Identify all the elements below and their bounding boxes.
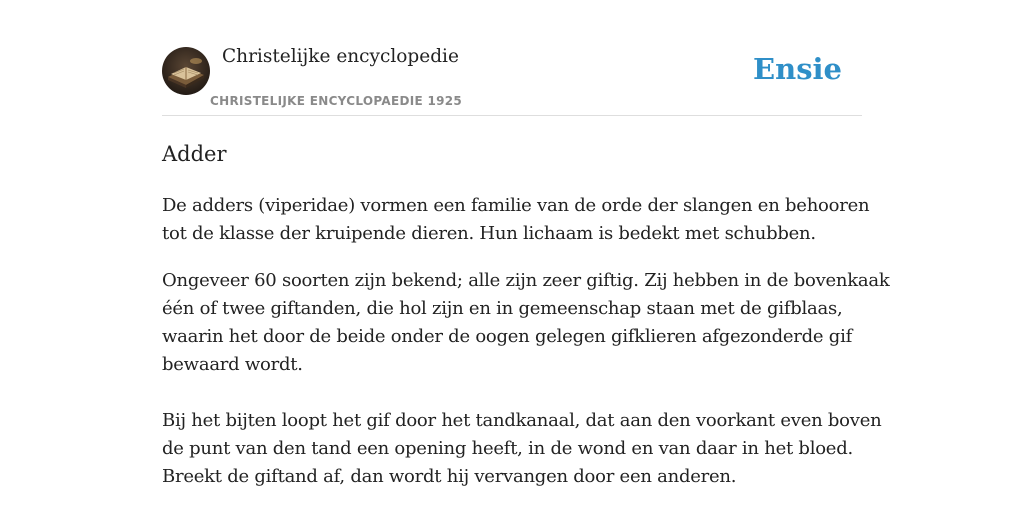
site-subtitle: CHRISTELIJKE ENCYCLOPAEDIE 1925 [210,94,463,108]
site-header [162,0,862,116]
article-title: Adder [162,142,227,166]
article [162,136,890,491]
article-paragraph-1 [162,192,870,248]
site-title-link[interactable]: Christelijke encyclopedie [222,46,459,67]
avatar-image [162,47,210,95]
text-line: bewaard wordt. [162,354,303,375]
book-avatar-icon[interactable] [162,47,210,95]
text-line: de punt van den tand een opening heeft, in de wond en van daar in het bloed. [162,438,853,459]
text-line: Breekt de giftand af, dan wordt hij vervangen door een anderen. [162,466,737,487]
brand-logo-link[interactable]: Ensie [753,52,842,86]
text-line: Bij het bijten loopt het gif door het tandkanaal, dat aan den voorkant even boven [162,410,882,431]
article-paragraph-2 [162,267,890,491]
text-line: tot de klasse der kruipende dieren. Hun lichaam is bedekt met schubben. [162,223,816,244]
text-line: Ongeveer 60 soorten zijn bekend; alle zijn zeer giftig. Zij hebben in de bovenkaak [162,270,890,291]
paragraph-gap [162,379,862,407]
text-line: De adders (viperidae) vormen een familie van de orde der slangen en behooren [162,195,870,216]
text-line: waarin het door de beide onder de oogen gelegen gifklieren afgezonderde gif [162,326,852,347]
text-line: één of twee giftanden, die hol zijn en in gemeenschap staan met de gifblaas, [162,298,843,319]
